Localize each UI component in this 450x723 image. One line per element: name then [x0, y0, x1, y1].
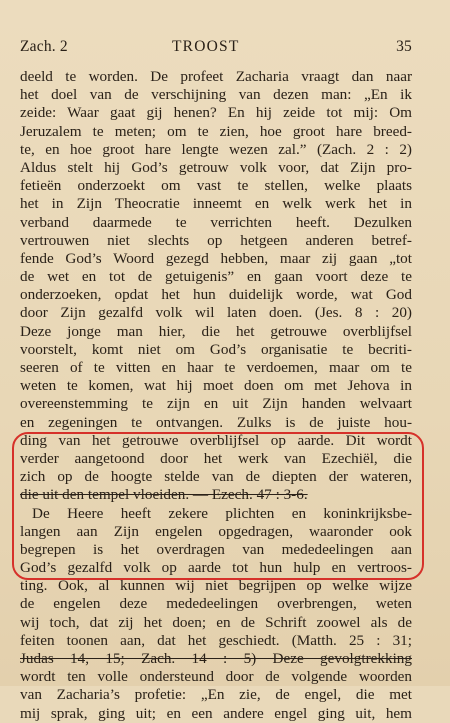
highlighted-paragraph-line: God’s gezalfd volk op aarde tot hun hulp en vertroos-: [20, 559, 412, 577]
page-header: [20, 38, 412, 60]
text-line: het in Zijn Theocratie inneemt en welk werk het in: [20, 195, 412, 213]
text-line: Aldus stelt hij God’s getrouw volk voor, dat Zijn pro-: [20, 158, 412, 176]
text-line: het doel van de verschijning van dezen man: „En ik: [20, 86, 412, 104]
highlighted-paragraph-line: De Heere heeft zekere plichten en koninkrijksbe-: [32, 504, 412, 522]
text-line: ding van het getrouwe overblijfsel op aarde. Dit wordt: [20, 431, 412, 449]
text-line: overeenstemming te zijn en uit Zijn handen welvaart: [20, 395, 412, 413]
text-line: weten te komen, wat hij moet doen om met Jehova in: [20, 377, 412, 395]
text-line: van Zacharia’s profetie: „En zie, de engel, die met: [20, 686, 412, 704]
text-line: voorstelt, komt niet om God’s organisatie te becriti-: [20, 340, 412, 358]
text-line: wordt ten volle ondersteund door de volgende woorden: [20, 668, 412, 686]
body-text: [20, 68, 412, 723]
highlighted-paragraph-line: ting. Ook, al kunnen wij niet begrijpen op welke wijze: [20, 577, 412, 595]
text-line-struck: die uit den tempel vloeiden. — Ezech. 47 : 3-6.: [20, 486, 308, 504]
text-line: zich op de hoogte stelde van de diepten der wateren,: [20, 468, 412, 486]
text-line: Jeruzalem te meten; om te zien, hoe groot hare breed-: [20, 122, 412, 140]
text-line: verder aangetoond door het werk van Ezechiël, die: [20, 449, 412, 467]
text-line: seeren of te vitten en haar te verdoemen, maar om te: [20, 359, 412, 376]
text-line: fende God’s Woord gezegd hebben, maar zij gaan „tot: [20, 249, 412, 267]
text-line: vertrouwen niet slechts op hetgeen anderen betref-: [20, 231, 412, 249]
highlighted-paragraph-line: de engelen deze mededeelingen overbrengen, weten: [20, 595, 412, 613]
text-line: te, en hoe groot hare lengte wezen zal.” (Zach. 2 : 2): [20, 140, 412, 158]
text-line: en zegeningen te ontvangen. Zulks is de juiste hou-: [20, 413, 412, 431]
text-line: de wet en tot de getuigenis” en gaan voort deze te: [20, 268, 412, 286]
text-line: onderzoeken, opdat het hun duidelijk worde, wat God: [20, 286, 412, 304]
text-line: Deze jonge man hier, die het getrouwe overblijfsel: [20, 322, 412, 340]
header-chapter-ref: Zach. 2: [20, 38, 68, 55]
text-line: verband daarmede te verrichten heeft. Dezulken: [20, 213, 412, 231]
text-line: door Zijn gezalfd volk wil laten doen. (Jes. 8 : 20): [20, 304, 412, 322]
text-line: deeld te worden. De profeet Zacharia vraagt dan naar: [20, 68, 412, 85]
text-line-struck: Judas 14, 15; Zach. 14 : 5) Deze gevolgtrekking: [20, 650, 412, 667]
highlighted-paragraph-line: langen aan Zijn engelen opgedragen, waaronder ook: [20, 522, 412, 540]
header-title: TROOST: [172, 38, 240, 55]
highlighted-paragraph-line: feiten toonen aan, dat het geschiedt. (Matth. 25 : 31;: [20, 631, 412, 649]
text-line: zeide: Waar gaat gij henen? En hij zeide tot mij: Om: [20, 104, 412, 122]
highlighted-paragraph-line: wij toch, dat zij het doen; en de Schrift zoowel als de: [20, 613, 412, 631]
page-number: 35: [396, 38, 412, 55]
text-line: fetieën onderzoekt om vast te stellen, welke plaats: [20, 177, 412, 195]
text-line: mij sprak, ging uit; en een andere engel ging uit, hem: [20, 704, 412, 722]
highlighted-paragraph-line: begrepen is het overdragen van mededeelingen aan: [20, 540, 412, 558]
